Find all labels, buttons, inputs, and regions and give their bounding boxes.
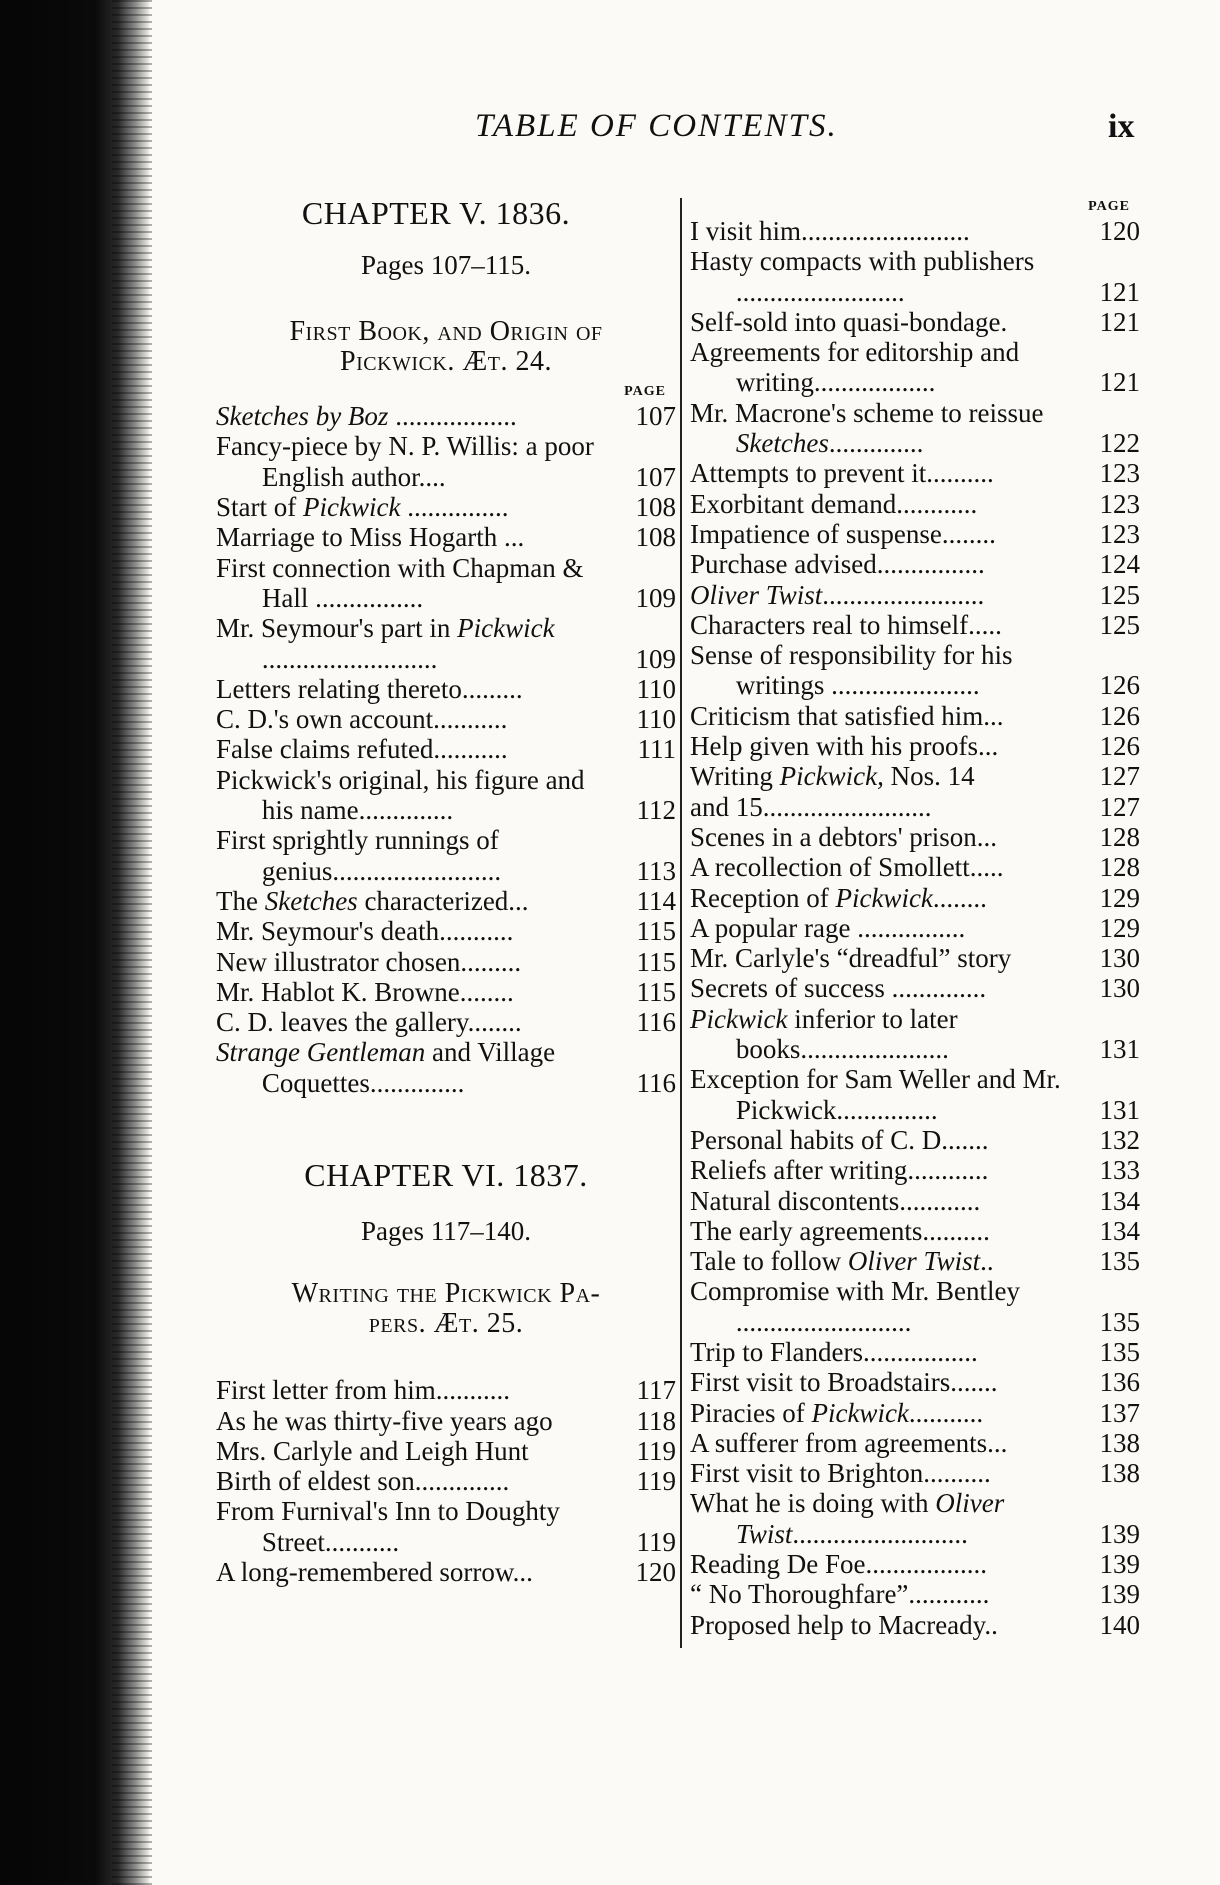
- toc-entry-page-number: 130: [1099, 973, 1140, 1004]
- toc-entry-italic-title: Sketches: [735, 428, 829, 459]
- toc-entry: [690, 913, 1140, 943]
- toc-entry-page-number: 116: [636, 1067, 676, 1098]
- toc-entry: [690, 398, 1140, 459]
- toc-entry-text: [216, 553, 621, 614]
- toc-entry-italic-title: Pickwick: [303, 492, 401, 523]
- toc-entry: [216, 916, 676, 946]
- toc-entry-page-number: 108: [635, 522, 676, 553]
- toc-entry-text-part: From Furnival's Inn to Doughty Street...........: [216, 1496, 560, 1557]
- toc-entry-text: [690, 973, 1085, 1003]
- toc-entry-text: [690, 1398, 1085, 1428]
- toc-entry: [690, 337, 1140, 398]
- toc-entry-page-number: 134: [1099, 1215, 1140, 1246]
- toc-entry-page-number: 113: [636, 855, 676, 886]
- toc-entry-page-number: 107: [635, 461, 676, 492]
- toc-entry-text-part: Letters relating thereto.........: [216, 673, 523, 704]
- toc-entry: [216, 1375, 676, 1405]
- toc-entry: [216, 522, 676, 552]
- toc-entry: [216, 947, 676, 977]
- toc-entry-text-part: Reliefs after writing............: [690, 1155, 989, 1186]
- toc-entry-text-part: I visit him.........................: [690, 216, 970, 246]
- toc-entry-text: [690, 1488, 1085, 1549]
- toc-entry-text: [216, 613, 621, 674]
- toc-entry-italic-title: Pickwick,: [779, 761, 884, 792]
- toc-entry-italic-title: Pickwick: [457, 613, 555, 644]
- chapter-6-pages: Pages 117–140.: [361, 1216, 531, 1247]
- toc-entry: [216, 1406, 676, 1436]
- chapter-5-pages: Pages 107–115.: [361, 250, 531, 281]
- toc-entry-text-part: Exception for Sam Weller and Mr. Pickwick...............: [690, 1064, 1061, 1125]
- toc-entry-text-part: Writing: [690, 761, 780, 792]
- toc-entry: [690, 731, 1140, 761]
- toc-entry-text-part: As he was thirty-five years ago: [216, 1405, 553, 1436]
- toc-entry-page-number: 121: [1099, 306, 1140, 337]
- toc-entry: [216, 765, 676, 826]
- toc-entry: [216, 553, 676, 614]
- toc-entry: [216, 1466, 676, 1496]
- toc-entry-page-number: 126: [1099, 670, 1140, 701]
- toc-entry-page-number: 111: [637, 734, 676, 765]
- toc-entry-italic-title: Oliver Twist: [847, 1246, 981, 1277]
- toc-entry-text-part: What he is doing with: [690, 1488, 936, 1519]
- toc-entry: [690, 1276, 1140, 1337]
- toc-entry-text-part: First sprightly runnings of genius.........................: [216, 825, 502, 886]
- toc-entry: [216, 431, 676, 492]
- toc-entry-text: [690, 943, 1085, 973]
- toc-entry-text: [216, 1436, 621, 1466]
- toc-entry: [690, 246, 1140, 307]
- toc-entry-page-number: 110: [636, 704, 676, 735]
- toc-entry: [690, 1186, 1140, 1216]
- toc-entry: [216, 1007, 676, 1037]
- toc-entry-text-part: Scenes in a debtors' prison...: [690, 821, 998, 852]
- toc-entry-page-number: 136: [1099, 1367, 1140, 1398]
- toc-entry-page-number: 139: [1099, 1579, 1140, 1610]
- toc-entry-page-number: 126: [1099, 700, 1140, 731]
- toc-entry: [690, 701, 1140, 731]
- page-column-label-right: PAGE: [1088, 199, 1130, 214]
- toc-entry-text: [216, 1375, 621, 1405]
- toc-entry-page-number: 110: [636, 673, 676, 704]
- toc-entry-text-part: False claims refuted...........: [216, 734, 508, 765]
- toc-entry-text-part: Attempts to prevent it..........: [690, 458, 994, 489]
- toc-entry-page-number: 120: [635, 1556, 676, 1587]
- toc-entry: [690, 519, 1140, 549]
- toc-entry-text: [690, 1367, 1085, 1397]
- toc-entry-text-part: A recollection of Smollett.....: [690, 852, 1004, 883]
- toc-entry: [216, 977, 676, 1007]
- toc-entry-italic-title: Oliver Twist: [690, 579, 823, 610]
- toc-entry-text-part: ..............: [828, 428, 924, 459]
- toc-entry: [690, 973, 1140, 1003]
- toc-entry-text: [216, 1466, 621, 1496]
- toc-entry-page-number: 123: [1099, 488, 1140, 519]
- toc-entry-text: [216, 734, 621, 764]
- toc-entry-text-part: Hasty compacts with publishers .........................: [690, 246, 1035, 307]
- toc-entry-text: [690, 1155, 1085, 1185]
- toc-entry-text-part: Reception of: [690, 882, 836, 913]
- toc-entry-page-number: 132: [1099, 1124, 1140, 1155]
- toc-entry: [690, 1367, 1140, 1397]
- toc-entry: [690, 549, 1140, 579]
- toc-entry-text: [690, 489, 1085, 519]
- toc-entry-text: [690, 1610, 1085, 1640]
- toc-entry-text-part: First visit to Broadstairs.......: [690, 1367, 998, 1398]
- toc-entry-page-number: 130: [1099, 943, 1140, 974]
- chapter-6-title-line-1: Writing the Pickwick Pa-: [291, 1277, 601, 1309]
- toc-entry-text: [690, 1216, 1085, 1246]
- toc-entry-text-part: Trip to Flanders.................: [690, 1336, 978, 1367]
- toc-entry-text: [216, 1496, 621, 1557]
- toc-entry-page-number: 119: [636, 1435, 676, 1466]
- toc-entry-page-number: 140: [1099, 1609, 1140, 1640]
- chapter-5-title-line-2: Pickwick. Ӕt. 24.: [340, 345, 552, 377]
- toc-entry-page-number: 128: [1099, 821, 1140, 852]
- toc-entry-page-number: 120: [1099, 216, 1140, 246]
- toc-entry-text-part: The: [216, 885, 265, 916]
- toc-entry-page-number: 114: [636, 885, 676, 916]
- toc-entry-page-number: 129: [1099, 882, 1140, 913]
- toc-entry-text-part: Fancy-piece by N. P. Willis: a poor English author....: [216, 431, 594, 492]
- toc-entry-text: [690, 1064, 1085, 1125]
- toc-entry-text-part: ........: [932, 882, 987, 913]
- toc-entry-text: [690, 458, 1085, 488]
- toc-entry-page-number: 134: [1099, 1185, 1140, 1216]
- toc-entry: [690, 761, 1140, 791]
- toc-entry: [690, 1125, 1140, 1155]
- toc-entry-text: [690, 883, 1085, 913]
- toc-entry-text: [690, 822, 1085, 852]
- toc-entry-text-part: ..................: [388, 401, 517, 432]
- toc-entry-text: [690, 1004, 1085, 1065]
- toc-entry: [216, 674, 676, 704]
- toc-entry-text-part: A popular rage ................: [690, 912, 966, 943]
- right-column: [690, 198, 1140, 1640]
- toc-entry-text-part: New illustrator chosen.........: [216, 946, 522, 977]
- toc-entry-text: [216, 492, 621, 522]
- toc-entry: [216, 825, 676, 886]
- toc-entry-text-part: Reading De Foe..................: [690, 1549, 987, 1580]
- toc-entry: [690, 610, 1140, 640]
- toc-entry-text: [690, 1579, 1085, 1609]
- toc-entry-text: [690, 1549, 1085, 1579]
- toc-entry-text: [216, 916, 621, 946]
- chapter-5-heading: CHAPTER V. 1836.: [301, 195, 571, 231]
- toc-entry: [690, 640, 1140, 701]
- toc-entry-page-number: 124: [1099, 549, 1140, 580]
- toc-entry-italic-title: Sketches by Boz: [216, 401, 389, 432]
- toc-entry: [690, 943, 1140, 973]
- toc-entry-page-number: 107: [635, 401, 676, 432]
- toc-entry-text-part: Mrs. Carlyle and Leigh Hunt: [216, 1435, 529, 1466]
- toc-entry-text: [216, 886, 621, 916]
- toc-entry-text-part: Proposed help to Macready..: [690, 1609, 998, 1640]
- toc-entry-page-number: 139: [1099, 1549, 1140, 1580]
- toc-entry: [216, 1496, 676, 1557]
- toc-entry-text-part: Exorbitant demand............: [690, 488, 978, 519]
- toc-entry-text: [216, 1406, 621, 1436]
- toc-entry-text: [690, 731, 1085, 761]
- spine-edge-texture: [112, 0, 152, 1885]
- toc-entry-text-part: Birth of eldest son..............: [216, 1466, 510, 1497]
- toc-entry-text-part: Mr. Macrone's scheme to reissue: [690, 397, 1044, 428]
- toc-entry: [216, 492, 676, 522]
- toc-entry-page-number: 109: [635, 582, 676, 613]
- running-head: TABLE OF CONTENTS.: [475, 108, 838, 144]
- toc-entry-text: [690, 1186, 1085, 1216]
- toc-entry-text-part: characterized...: [357, 885, 529, 916]
- toc-entry-page-number: 133: [1099, 1155, 1140, 1186]
- toc-entry-page-number: 138: [1099, 1427, 1140, 1458]
- toc-entry-text: [216, 977, 621, 1007]
- toc-entry-italic-title: Pickwick: [811, 1397, 909, 1428]
- toc-entry-page-number: 139: [1099, 1518, 1140, 1549]
- toc-entry-text-part: Tale to follow: [690, 1246, 848, 1277]
- toc-entry-text-part: First letter from him...........: [216, 1375, 510, 1406]
- toc-entry-page-number: 125: [1099, 579, 1140, 610]
- toc-entry-text-part: Mr. Hablot K. Browne........: [216, 976, 514, 1007]
- toc-entry: [690, 216, 1140, 246]
- toc-entry-page-number: 123: [1099, 458, 1140, 489]
- toc-entry-text: [690, 519, 1085, 549]
- toc-entry-text-part: Help given with his proofs...: [690, 731, 999, 762]
- toc-entry-text: [690, 1428, 1085, 1458]
- toc-entry: [216, 1436, 676, 1466]
- toc-entry-text: [216, 1007, 621, 1037]
- toc-entry-text: [690, 1246, 1085, 1276]
- toc-entry-text-part: ...........: [908, 1397, 984, 1428]
- toc-entry-text: [690, 398, 1085, 459]
- toc-entry-italic-title: Oliver Twist: [735, 1488, 1005, 1549]
- toc-entry-text: [690, 246, 1085, 307]
- toc-entry-page-number: 122: [1099, 428, 1140, 459]
- toc-entry-text: [690, 852, 1085, 882]
- toc-entry-text-part: First connection with Chapman & Hall ................: [216, 552, 584, 613]
- toc-entry-text-part: Start of: [216, 492, 303, 523]
- toc-entry-text: [216, 1557, 621, 1587]
- toc-entry-text-part: Nos. 14: [883, 761, 975, 792]
- toc-entry-text: [216, 1037, 621, 1098]
- toc-entry: [690, 852, 1140, 882]
- toc-entry-italic-title: Strange Gentleman: [216, 1037, 426, 1068]
- toc-entry: [690, 792, 1140, 822]
- toc-entry-text: [216, 825, 621, 886]
- toc-entry-page-number: 121: [1099, 276, 1140, 307]
- toc-entry: [216, 613, 676, 674]
- chapter-6-heading: CHAPTER VI. 1837.: [304, 1157, 588, 1194]
- toc-entry-text: [216, 401, 621, 431]
- toc-entry: [690, 1428, 1140, 1458]
- toc-entry-text-part: Mr. Carlyle's “dreadful” story: [690, 943, 1012, 974]
- toc-entry: [216, 1557, 676, 1587]
- toc-entry: [216, 704, 676, 734]
- toc-entry: [216, 1037, 676, 1098]
- left-column: [216, 195, 676, 1587]
- toc-entry-text: [690, 580, 1085, 610]
- toc-entry-text-part: ........................: [822, 579, 985, 610]
- toc-entry: [216, 734, 676, 764]
- chapter-6-title-line-2: pers. Ӕt. 25.: [368, 1307, 524, 1339]
- toc-entry-text-part: and Village Coquettes..............: [261, 1037, 556, 1098]
- toc-entry-page-number: 126: [1099, 731, 1140, 762]
- column-divider: [680, 198, 682, 1648]
- toc-entry-page-number: 127: [1099, 761, 1140, 792]
- toc-entry: [690, 883, 1140, 913]
- toc-entry-italic-title: Pickwick: [835, 882, 933, 913]
- toc-entry: [690, 1337, 1140, 1367]
- toc-entry-page-number: 129: [1099, 912, 1140, 943]
- toc-entry: [690, 1155, 1140, 1185]
- toc-entry-text-part: Piracies of: [690, 1397, 812, 1428]
- toc-entry-text-part: inferior to later books......................: [735, 1003, 958, 1065]
- toc-entry-text: [690, 1337, 1085, 1367]
- right-column-entries: [690, 216, 1140, 1640]
- toc-entry: [690, 1216, 1140, 1246]
- folio-page-number: ix: [1108, 108, 1135, 145]
- toc-entry-text-part: Mr. Seymour's part in: [216, 613, 458, 644]
- toc-entry-text-part: First visit to Brighton..........: [690, 1458, 991, 1489]
- toc-entry: [690, 307, 1140, 337]
- toc-entry-text: [690, 913, 1085, 943]
- toc-entry-text: [216, 704, 621, 734]
- toc-entry-text: [216, 674, 621, 704]
- toc-entry-text: [690, 640, 1085, 701]
- toc-entry: [690, 1064, 1140, 1125]
- toc-entry-page-number: 118: [636, 1405, 676, 1436]
- toc-entry-italic-title: Sketches: [264, 885, 358, 916]
- toc-entry-page-number: 135: [1099, 1336, 1140, 1367]
- toc-entry-text-part: Sense of responsibility for his writings ......................: [690, 640, 1013, 701]
- toc-entry-page-number: 131: [1099, 1094, 1140, 1125]
- toc-entry-page-number: 119: [636, 1466, 676, 1497]
- toc-entry-text-part: Secrets of success ..............: [690, 973, 987, 1004]
- toc-entry-text: [690, 701, 1085, 731]
- toc-entry-text-part: ..........................: [792, 1518, 968, 1549]
- toc-entry-text-part: A sufferer from agreements...: [690, 1427, 1008, 1458]
- toc-entry: [690, 1579, 1140, 1609]
- toc-entry-text: [216, 431, 621, 492]
- toc-entry-text-part: Natural discontents............: [690, 1185, 981, 1216]
- page-column-label: PAGE: [624, 384, 666, 400]
- toc-entry-text-part: ...............: [400, 492, 509, 523]
- toc-entry-text-part: Self-sold into quasi-bondage.: [690, 306, 1008, 337]
- toc-entry-text-part: ..: [980, 1246, 994, 1277]
- toc-entry-page-number: 115: [636, 976, 676, 1007]
- toc-entry: [690, 1610, 1140, 1640]
- toc-entry-text-part: A long-remembered sorrow...: [216, 1556, 533, 1587]
- toc-entry-page-number: 121: [1099, 367, 1140, 398]
- toc-entry-page-number: 128: [1099, 852, 1140, 883]
- toc-entry-text: [690, 1276, 1085, 1337]
- toc-entry-page-number: 127: [1099, 791, 1140, 822]
- toc-entry-text-part: Agreements for editorship and writing..................: [690, 337, 1020, 398]
- toc-entry-page-number: 115: [636, 946, 676, 977]
- toc-entry-page-number: 137: [1099, 1397, 1140, 1428]
- toc-entry: [690, 822, 1140, 852]
- toc-entry-text: [690, 216, 1085, 246]
- toc-entry-page-number: 109: [635, 643, 676, 674]
- toc-entry-page-number: 108: [635, 492, 676, 523]
- chapter-5-title-line-1: First Book, and Origin of: [289, 315, 603, 347]
- toc-entry: [690, 580, 1140, 610]
- chapter-6-entries: [216, 1375, 676, 1587]
- toc-entry-page-number: 135: [1099, 1246, 1140, 1277]
- toc-entry-text: [690, 761, 1085, 791]
- toc-entry-text-part: Purchase advised................: [690, 549, 985, 580]
- toc-entry-text-part: Pickwick's original, his figure and his name..............: [216, 764, 585, 826]
- toc-entry: [690, 1488, 1140, 1549]
- toc-entry-text: [690, 792, 1085, 822]
- toc-entry-page-number: 123: [1099, 518, 1140, 549]
- toc-entry-text: [216, 947, 621, 977]
- toc-entry-page-number: 131: [1099, 1034, 1140, 1065]
- toc-entry-text: [216, 522, 621, 552]
- toc-entry: [690, 1549, 1140, 1579]
- chapter-5-entries: [216, 401, 676, 1098]
- toc-entry: [690, 489, 1140, 519]
- toc-entry-text-part: C. D. leaves the gallery........: [216, 1007, 522, 1038]
- toc-entry-page-number: 138: [1099, 1458, 1140, 1489]
- toc-entry-text: [690, 610, 1085, 640]
- toc-entry-italic-title: Pickwick: [690, 1003, 788, 1034]
- toc-entry-text-part: Impatience of suspense........: [690, 518, 996, 549]
- toc-entry-text: [690, 307, 1085, 337]
- toc-entry-text: [690, 549, 1085, 579]
- toc-entry-text: [690, 1458, 1085, 1488]
- toc-entry-text-part: Compromise with Mr. Bentley ..........................: [690, 1276, 1020, 1337]
- toc-entry-text-part: ..........................: [261, 643, 438, 674]
- toc-entry: [216, 886, 676, 916]
- toc-entry-text-part: and 15.........................: [690, 791, 932, 822]
- toc-entry: [690, 1246, 1140, 1276]
- toc-entry-page-number: 116: [636, 1007, 676, 1038]
- toc-entry-page-number: 135: [1099, 1306, 1140, 1337]
- toc-entry: [690, 458, 1140, 488]
- toc-entry-text: [690, 1125, 1085, 1155]
- toc-entry-text-part: “ No Thoroughfare”............: [690, 1579, 990, 1610]
- toc-entry-text-part: C. D.'s own account...........: [216, 704, 508, 735]
- toc-entry-page-number: 115: [636, 916, 676, 947]
- toc-entry-text-part: Characters real to himself.....: [690, 609, 1002, 640]
- toc-entry-text-part: Marriage to Miss Hogarth ...: [216, 522, 525, 553]
- toc-entry-page-number: 117: [636, 1375, 676, 1406]
- toc-entry-text-part: Personal habits of C. D.......: [690, 1124, 989, 1155]
- toc-entry-page-number: 125: [1099, 609, 1140, 640]
- toc-entry: [690, 1398, 1140, 1428]
- toc-entry-text-part: Mr. Seymour's death...........: [216, 916, 514, 947]
- toc-entry-page-number: 112: [636, 795, 676, 826]
- toc-entry-text-part: Criticism that satisfied him...: [690, 700, 1004, 731]
- toc-entry-text-part: The early agreements..........: [690, 1215, 990, 1246]
- toc-entry: [216, 401, 676, 431]
- toc-entry-page-number: 119: [636, 1526, 676, 1557]
- toc-entry: [690, 1458, 1140, 1488]
- toc-entry-text: [690, 337, 1085, 398]
- toc-entry-text: [216, 765, 621, 826]
- toc-entry: [690, 1004, 1140, 1065]
